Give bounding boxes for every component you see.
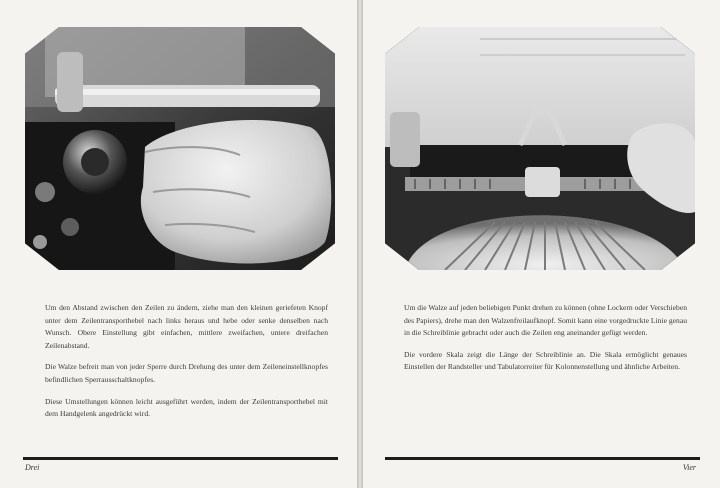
page-number: Drei [25, 463, 40, 472]
typewriter-platen-photo [385, 27, 695, 270]
left-page [0, 0, 357, 488]
left-body-text [45, 302, 328, 430]
paragraph: Um die Walze auf jeden beliebigen Punkt drehen zu können (ohne Lockern oder Verschieben des Papiers), drehe man den Walzenfreilaufknopf. Somit kann eine vorgedruckte Linie genau in die Schreiblinie gebracht oder auch die Zeilen eng aneinander gefügt werden. [404, 303, 687, 338]
typewriter-knob-photo [25, 27, 335, 270]
paragraph: Diese Umstellungen können leicht ausgeführt werden, indem der Zeilentransporthebel mit dem Handgelenk angedrückt wird. [45, 396, 328, 419]
footer-rule [23, 457, 338, 460]
paragraph: Um den Abstand zwischen den Zeilen zu ändern, ziehe man den kleinen geriefeten Knopf unter dem Zeilentransporthebel nach links heraus und hebe oder senke denselben nach Wunsch. Obere Einstellung gibt einfachen, mittlere zweifachen, untere dreifachen Zeilenabstand. [45, 303, 328, 350]
paragraph: Die Walze befreit man von jeder Sperre durch Drehung des unter dem Zeileneinstellknopfes befindlichen Sperrausschaltknopfes. [45, 362, 328, 384]
footer-rule [385, 457, 700, 460]
paragraph: Die vordere Skala zeigt die Länge der Schreiblinie an. Die Skala ermöglicht genaues Einstellen der Randsteller und Tabulatorreiter für Kolonnenstellung und ähnliche Arbeiten. [404, 349, 687, 372]
right-page [363, 0, 720, 488]
page-number: Vier [682, 463, 696, 472]
photo-typewriter-platen-and-scale [385, 27, 695, 270]
photo-hand-adjusting-line-spacing-knob [25, 27, 335, 270]
right-body-text [404, 302, 687, 383]
